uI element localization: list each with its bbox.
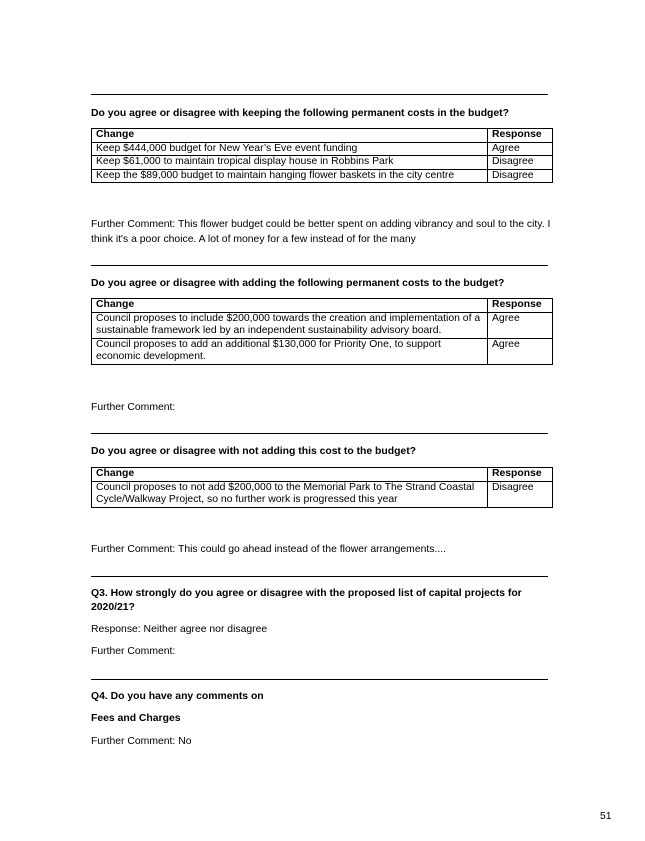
response-cell: Agree [488, 312, 553, 338]
q3-response: Response: Neither agree nor disagree [91, 624, 268, 635]
change-cell: Council proposes to not add $200,000 to the Memorial Park to The Strand Coastal Cycle/Walkway Project, so no further work is progressed this year [92, 481, 488, 507]
page-number: 51 [600, 811, 612, 822]
section-divider [91, 433, 548, 434]
section-divider [91, 679, 548, 680]
section3-comment: Further Comment: This could go ahead instead of the flower arrangements.... [91, 544, 447, 555]
section3-question: Do you agree or disagree with not adding this cost to the budget? [91, 446, 417, 457]
response-cell: Disagree [488, 156, 553, 170]
change-cell: Keep $444,000 budget for New Year’s Eve event funding [92, 142, 488, 156]
section1-question: Do you agree or disagree with keeping the following permanent costs in the budget? [91, 108, 509, 119]
response-header: Response [488, 129, 553, 143]
q4-comment: Further Comment: No [91, 736, 192, 747]
change-cell: Keep the $89,000 budget to maintain hanging flower baskets in the city centre [92, 169, 488, 183]
q3-comment: Further Comment: [91, 646, 176, 657]
q3-question: Q3. How strongly do you agree or disagree with the proposed list of capital projects for 2020/21? [91, 588, 522, 613]
section2-table [91, 298, 553, 365]
table-header-row [92, 299, 553, 313]
table-header-row [92, 468, 553, 482]
response-cell: Agree [488, 142, 553, 156]
table-row [92, 338, 553, 364]
q4-question: Q4. Do you have any comments on [91, 691, 264, 702]
table-row [92, 142, 553, 156]
change-header: Change [92, 299, 488, 313]
table-row [92, 169, 553, 183]
change-header: Change [92, 468, 488, 482]
change-cell: Council proposes to include $200,000 towards the creation and implementation of a sustainable framework led by an independent sustainability advisory board. [92, 312, 488, 338]
table-row [92, 481, 553, 507]
section2-question: Do you agree or disagree with adding the following permanent costs to the budget? [91, 278, 505, 289]
table-header-row [92, 129, 553, 143]
change-cell: Council proposes to add an additional $130,000 for Priority One, to support economic development. [92, 338, 488, 364]
q4-subheading: Fees and Charges [91, 713, 181, 724]
table-row [92, 312, 553, 338]
section1-table [91, 128, 553, 183]
section2-comment: Further Comment: [91, 402, 176, 413]
response-cell: Agree [488, 338, 553, 364]
response-header: Response [488, 299, 553, 313]
section-divider [91, 576, 548, 577]
response-cell: Disagree [488, 481, 553, 507]
section3-table [91, 467, 553, 508]
section1-comment: Further Comment: This flower budget could be better spent on adding vibrancy and soul to the city. I think it's a poor choice. A lot of money for a few instead of for the many [91, 219, 551, 245]
change-header: Change [92, 129, 488, 143]
section-divider [91, 265, 548, 266]
table-row [92, 156, 553, 170]
section-divider [91, 94, 548, 95]
response-header: Response [488, 468, 553, 482]
response-cell: Disagree [488, 169, 553, 183]
change-cell: Keep $61,000 to maintain tropical display house in Robbins Park [92, 156, 488, 170]
